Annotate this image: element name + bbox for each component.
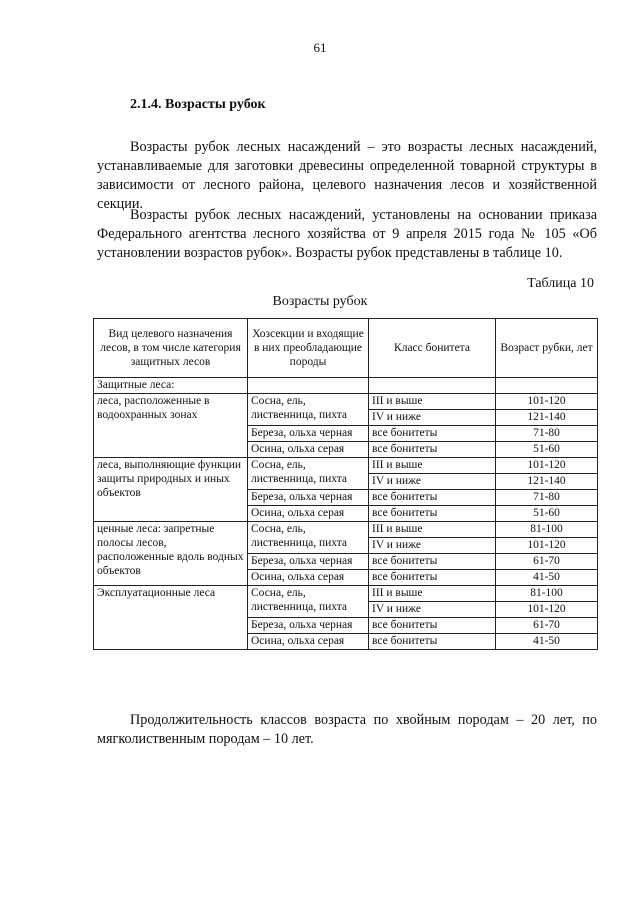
paragraph-age-classes: Продолжительность классов возраста по хвойным породам – 20 лет, по мягколиственным породам – 10 лет. (97, 712, 597, 747)
group-name: ценные леса: запретные полосы лесов, расположенные вдоль водных объектов (94, 522, 248, 586)
class-cell: все бонитеты (369, 570, 496, 586)
table-row (94, 458, 598, 474)
age-cell: 101-120 (496, 538, 598, 554)
class-cell: все бонитеты (369, 506, 496, 522)
section-conifer: Сосна, ель, лиственница, пихта (248, 586, 369, 618)
cutting-age-table (93, 318, 598, 650)
group-name: леса, расположенные в водоохранных зонах (94, 394, 248, 458)
section-birch: Береза, ольха черная (248, 618, 369, 634)
class-cell: III и выше (369, 394, 496, 410)
protective-label-row (94, 378, 598, 394)
class-cell: все бонитеты (369, 490, 496, 506)
class-cell: IV и ниже (369, 538, 496, 554)
age-cell: 121-140 (496, 410, 598, 426)
table-row (94, 522, 598, 538)
table-header-row (94, 319, 598, 378)
age-cell: 71-80 (496, 490, 598, 506)
table-row (94, 394, 598, 410)
age-cell: 61-70 (496, 554, 598, 570)
age-cell: 71-80 (496, 426, 598, 442)
class-cell: все бонитеты (369, 442, 496, 458)
header-age: Возраст рубки, лет (496, 319, 598, 378)
class-cell: все бонитеты (369, 618, 496, 634)
group-name: леса, выполняющие функции защиты природных и иных объектов (94, 458, 248, 522)
section-birch: Береза, ольха черная (248, 426, 369, 442)
section-aspen: Осина, ольха серая (248, 506, 369, 522)
age-cell: 51-60 (496, 506, 598, 522)
section-conifer: Сосна, ель, лиственница, пихта (248, 522, 369, 554)
section-title: 2.1.4. Возрасты рубок (130, 97, 266, 112)
page-number: 61 (313, 40, 327, 55)
group-name: Эксплуатационные леса (94, 586, 248, 650)
class-cell: IV и ниже (369, 474, 496, 490)
section-birch: Береза, ольха черная (248, 490, 369, 506)
header-forest-type: Вид целевого назначения лесов, в том числе категория защитных лесов (94, 319, 248, 378)
protective-label: Защитные леса: (94, 378, 248, 394)
class-cell: III и выше (369, 522, 496, 538)
class-cell: все бонитеты (369, 634, 496, 650)
table-row (94, 586, 598, 602)
section-aspen: Осина, ольха серая (248, 634, 369, 650)
age-cell: 121-140 (496, 474, 598, 490)
class-cell: IV и ниже (369, 602, 496, 618)
age-cell: 81-100 (496, 522, 598, 538)
header-class: Класс бонитета (369, 319, 496, 378)
table-number: Таблица 10 (527, 276, 594, 291)
table-caption: Возрасты рубок (272, 294, 368, 309)
age-cell: 101-120 (496, 602, 598, 618)
section-conifer: Сосна, ель, лиственница, пихта (248, 394, 369, 426)
header-section: Хозсекции и входящие в них преобладающие породы (248, 319, 369, 378)
age-cell: 41-50 (496, 634, 598, 650)
class-cell: все бонитеты (369, 554, 496, 570)
class-cell: III и выше (369, 586, 496, 602)
section-birch: Береза, ольха черная (248, 554, 369, 570)
class-cell: IV и ниже (369, 410, 496, 426)
age-cell: 101-120 (496, 394, 598, 410)
age-cell: 41-50 (496, 570, 598, 586)
section-aspen: Осина, ольха серая (248, 442, 369, 458)
age-cell: 61-70 (496, 618, 598, 634)
age-cell: 81-100 (496, 586, 598, 602)
class-cell: все бонитеты (369, 426, 496, 442)
age-cell: 101-120 (496, 458, 598, 474)
paragraph-definition: Возрасты рубок лесных насаждений – это возрасты лесных насаждений, устанавливаемые для заготовки древесины определенной товарной структуры в зависимости от лесного района, целевого назначения лесов и хозяйственной секции. (97, 139, 597, 212)
class-cell: III и выше (369, 458, 496, 474)
age-cell: 51-60 (496, 442, 598, 458)
paragraph-order-reference: Возрасты рубок лесных насаждений, установлены на основании приказа Федерального агентства лесного хозяйства от 9 апреля 2015 года № 105 «Об установлении возрастов рубок». Возрасты рубок представлены в таблице 10. (97, 207, 597, 261)
section-conifer: Сосна, ель, лиственница, пихта (248, 458, 369, 490)
section-aspen: Осина, ольха серая (248, 570, 369, 586)
